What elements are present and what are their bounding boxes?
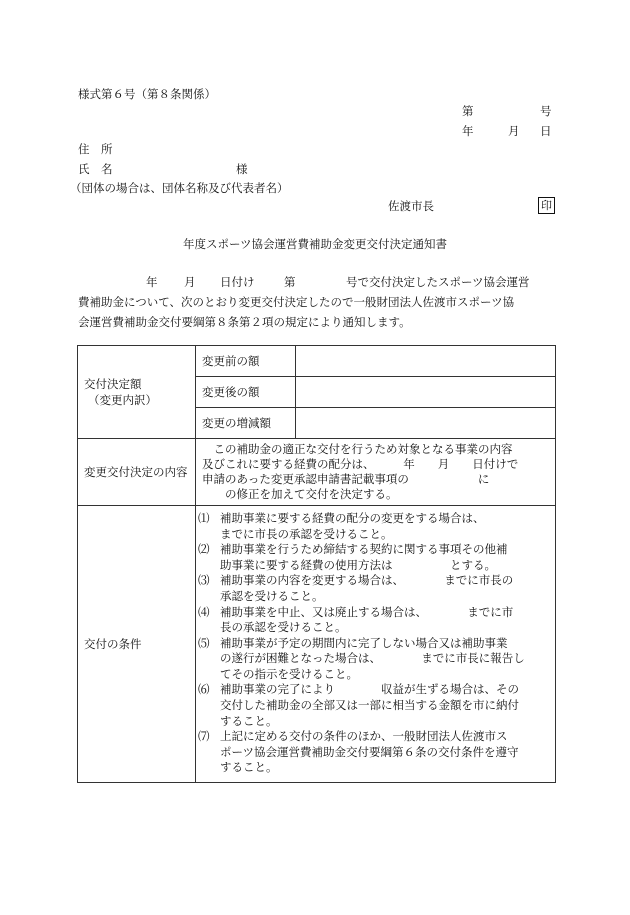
- change-content-label: 変更交付決定の内容: [78, 439, 196, 506]
- organization-note: （団体の場合は、団体名称及び代表者名）: [70, 181, 289, 195]
- condition-item-cont: すること。: [220, 760, 278, 775]
- condition-item-cont: てその指示を受けること。: [220, 666, 358, 681]
- notice-body: [78, 272, 554, 332]
- decision-table: [77, 345, 556, 783]
- condition-item: ⑶ 補助事業の内容を変更する場合は、 までに市長の: [198, 573, 514, 588]
- amount-diff-value[interactable]: [296, 408, 556, 439]
- condition-item-cont: 交付した補助金の全部又は一部に相当する金額を市に納付: [220, 698, 519, 713]
- conditions-label: 交付の条件: [78, 506, 196, 783]
- condition-item: ⑹ 補助事業の完了により 収益が生ずる場合は、その: [198, 682, 519, 697]
- document-title: 年度スポーツ協会運営費補助金変更交付決定通知書: [182, 237, 448, 251]
- address-label: 住 所: [78, 142, 113, 156]
- form-number: 様式第６号（第８条関係）: [78, 87, 216, 101]
- body-line-2: 費補助金について、次のとおり変更交付決定したので一般財団法人佐渡市スポーツ協: [78, 295, 515, 309]
- change-line: この補助金の適正な交付を行うため対象となる事業の内容: [202, 442, 513, 456]
- condition-item-cont: すること。: [220, 713, 278, 728]
- change-line: 及びこれに要する経費の配分は、 年 月 日付けで: [202, 457, 519, 471]
- date-year: 年: [462, 124, 474, 138]
- honorific: 様: [236, 162, 248, 176]
- mayor-label: 佐渡市長: [388, 199, 434, 213]
- body-month: 月: [184, 275, 196, 289]
- change-content: [196, 439, 556, 506]
- change-line: の修正を加えて交付を決定する。: [202, 487, 398, 501]
- body-year: 年: [146, 275, 158, 289]
- condition-item-cont: 助事業に要する経費の使用方法は とする。: [220, 557, 496, 572]
- condition-item: ⑷ 補助事業を中止、又は廃止する場合は、 までに市: [198, 604, 514, 619]
- condition-item: ⑺ 上記に定める交付の条件のほか、一般財団法人佐渡市ス: [198, 729, 508, 744]
- num-prefix: 第: [462, 104, 474, 118]
- grant-label-text: 交付決定額: [84, 377, 142, 391]
- name-label: 氏 名: [78, 162, 113, 176]
- change-line: 申請のあった変更承認申請書記載事項の に: [202, 472, 490, 486]
- seal-stamp: 印: [538, 197, 555, 214]
- body-line-1: [78, 272, 554, 292]
- condition-item-cont: の遂行が困難となった場合は、 までに市長に報告し: [220, 651, 525, 666]
- condition-item-cont: 長の承認を受けること。: [220, 620, 347, 635]
- amount-diff-label: 変更の増減額: [196, 408, 296, 439]
- condition-item: ⑸ 補助事業が予定の期間内に完了しない場合又は補助事業: [198, 635, 508, 650]
- condition-item: ⑴ 補助事業に要する経費の配分の変更をする場合は、: [198, 510, 485, 525]
- body-number-prefix: 第: [284, 275, 296, 289]
- condition-item-cont: までに市長の承認を受けること。: [220, 526, 393, 541]
- condition-item-cont: 承認を受けること。: [220, 588, 324, 603]
- conditions-content: [196, 506, 556, 783]
- condition-item: ⑵ 補助事業を行うため締結する契約に関する事項その他補: [198, 542, 508, 557]
- date-month: 月: [508, 124, 520, 138]
- amount-before-label: 変更前の額: [196, 346, 296, 377]
- body-line-3: 会運営費補助金交付要綱第８条第２項の規定により通知します。: [78, 315, 411, 329]
- amount-after-label: 変更後の額: [196, 377, 296, 408]
- grant-amount-label: [78, 346, 196, 439]
- body-line1-text: 号で交付決定したスポーツ協会運営: [346, 275, 530, 289]
- condition-item-cont: ポーツ協会運営費補助金交付要綱第６条の交付条件を遵守: [220, 744, 519, 759]
- date-day: 日: [540, 124, 552, 138]
- num-suffix: 号: [540, 104, 552, 118]
- amount-after-value[interactable]: [296, 377, 556, 408]
- grant-sub-label: （変更内訳）: [88, 393, 157, 407]
- body-dated: 日付け: [220, 275, 255, 289]
- amount-before-value[interactable]: [296, 346, 556, 377]
